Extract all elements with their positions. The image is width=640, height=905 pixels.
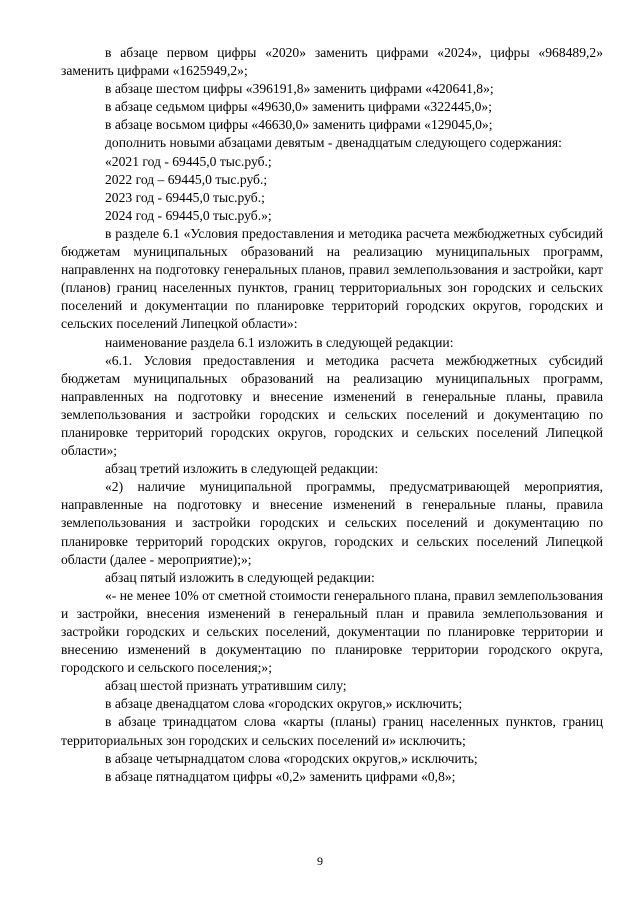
document-body <box>61 44 603 786</box>
paragraph-2: в абзаце шестом цифры «396191,8» заменить цифрами «420641,8»; <box>105 81 494 97</box>
paragraph-7: 2022 год – 69445,0 тыс.руб.; <box>105 171 268 187</box>
paragraph-10: в разделе 6.1 «Условия предоставления и методика расчета межбюджетных субсидий бюджетам муниципальных образований на реализацию муниципальных программ, направленнх на подготовку генеральных планов, правил землепользования и застройки, карт (планов) границ населенных пунктов, границ территориальных зон городских и сельских поселений и документации по планировке территорий городских округов, городских и сельских поселений Липецкой области»: <box>61 225 603 332</box>
page-number: 9 <box>317 854 323 868</box>
paragraph-8: 2023 год - 69445,0 тыс.руб.; <box>105 189 265 205</box>
paragraph-5: дополнить новыми абзацами девятым - двенадцатым следующего содержания: <box>105 135 562 151</box>
paragraph-11: наименование раздела 6.1 изложить в следующей редакции: <box>105 334 454 350</box>
paragraph-6: «2021 год - 69445,0 тыс.руб.; <box>105 153 272 169</box>
paragraph-17: абзац шестой признать утратившим силу; <box>105 678 347 694</box>
paragraph-16: «- не менее 10% от сметной стоимости генерального плана, правил землепользования и застройки, внесения изменений в генеральный план и правила землепользования и застройки городских и сельских поселений, документации по планировке территории и внесению изменений в документацию по планировке территории городского округа, городского и сельского поселения;»; <box>61 587 603 676</box>
paragraph-20: в абзаце четырнадцатом слова «городских округов,» исключить; <box>105 750 478 766</box>
paragraph-21: в абзаце пятнадцатом цифры «0,2» заменить цифрами «0,8»; <box>105 768 456 784</box>
paragraph-19: в абзаце тринадцатом слова «карты (планы) границ населенных пунктов, границ территориальных зон городских и сельских поселений и» исключить; <box>61 714 603 748</box>
paragraph-14: «2) наличие муниципальной программы, предусматривающей мероприятия, направленные на подготовку и внесение изменений в генеральные планы, правила землепользования и застройки городских и сельских поселений и документацию по планировке территорий городских округов, городских и сельских поселений Липецкой области (далее - мероприятие);»; <box>61 479 603 567</box>
paragraph-12: «6.1. Условия предоставления и методика расчета межбюджетных субсидий бюджетам муниципальных образований на реализацию муниципальных программ, направленных на подготовку и внесение изменений в генеральные планы, правила землепользования и застройки городских и сельских поселений и документацию по планировке территорий городских округов, городских и сельских поселений Липецкой области»; <box>61 352 603 459</box>
paragraph-1: в абзаце первом цифры «2020» заменить цифрами «2024», цифры «968489,2» заменить цифрами «1625949,2»; <box>61 45 603 79</box>
paragraph-18: в абзаце двенадцатом слова «городских округов,» исключить; <box>105 696 463 712</box>
paragraph-4: в абзаце восьмом цифры «46630,0» заменить цифрами «129045,0»; <box>105 117 493 133</box>
paragraph-15: абзац пятый изложить в следующей редакции: <box>105 569 375 585</box>
paragraph-9: 2024 год - 69445,0 тыс.руб.»; <box>105 207 272 223</box>
paragraph-13: абзац третий изложить в следующей редакции: <box>105 461 379 477</box>
paragraph-3: в абзаце седьмом цифры «49630,0» заменить цифрами «322445,0»; <box>105 99 492 115</box>
